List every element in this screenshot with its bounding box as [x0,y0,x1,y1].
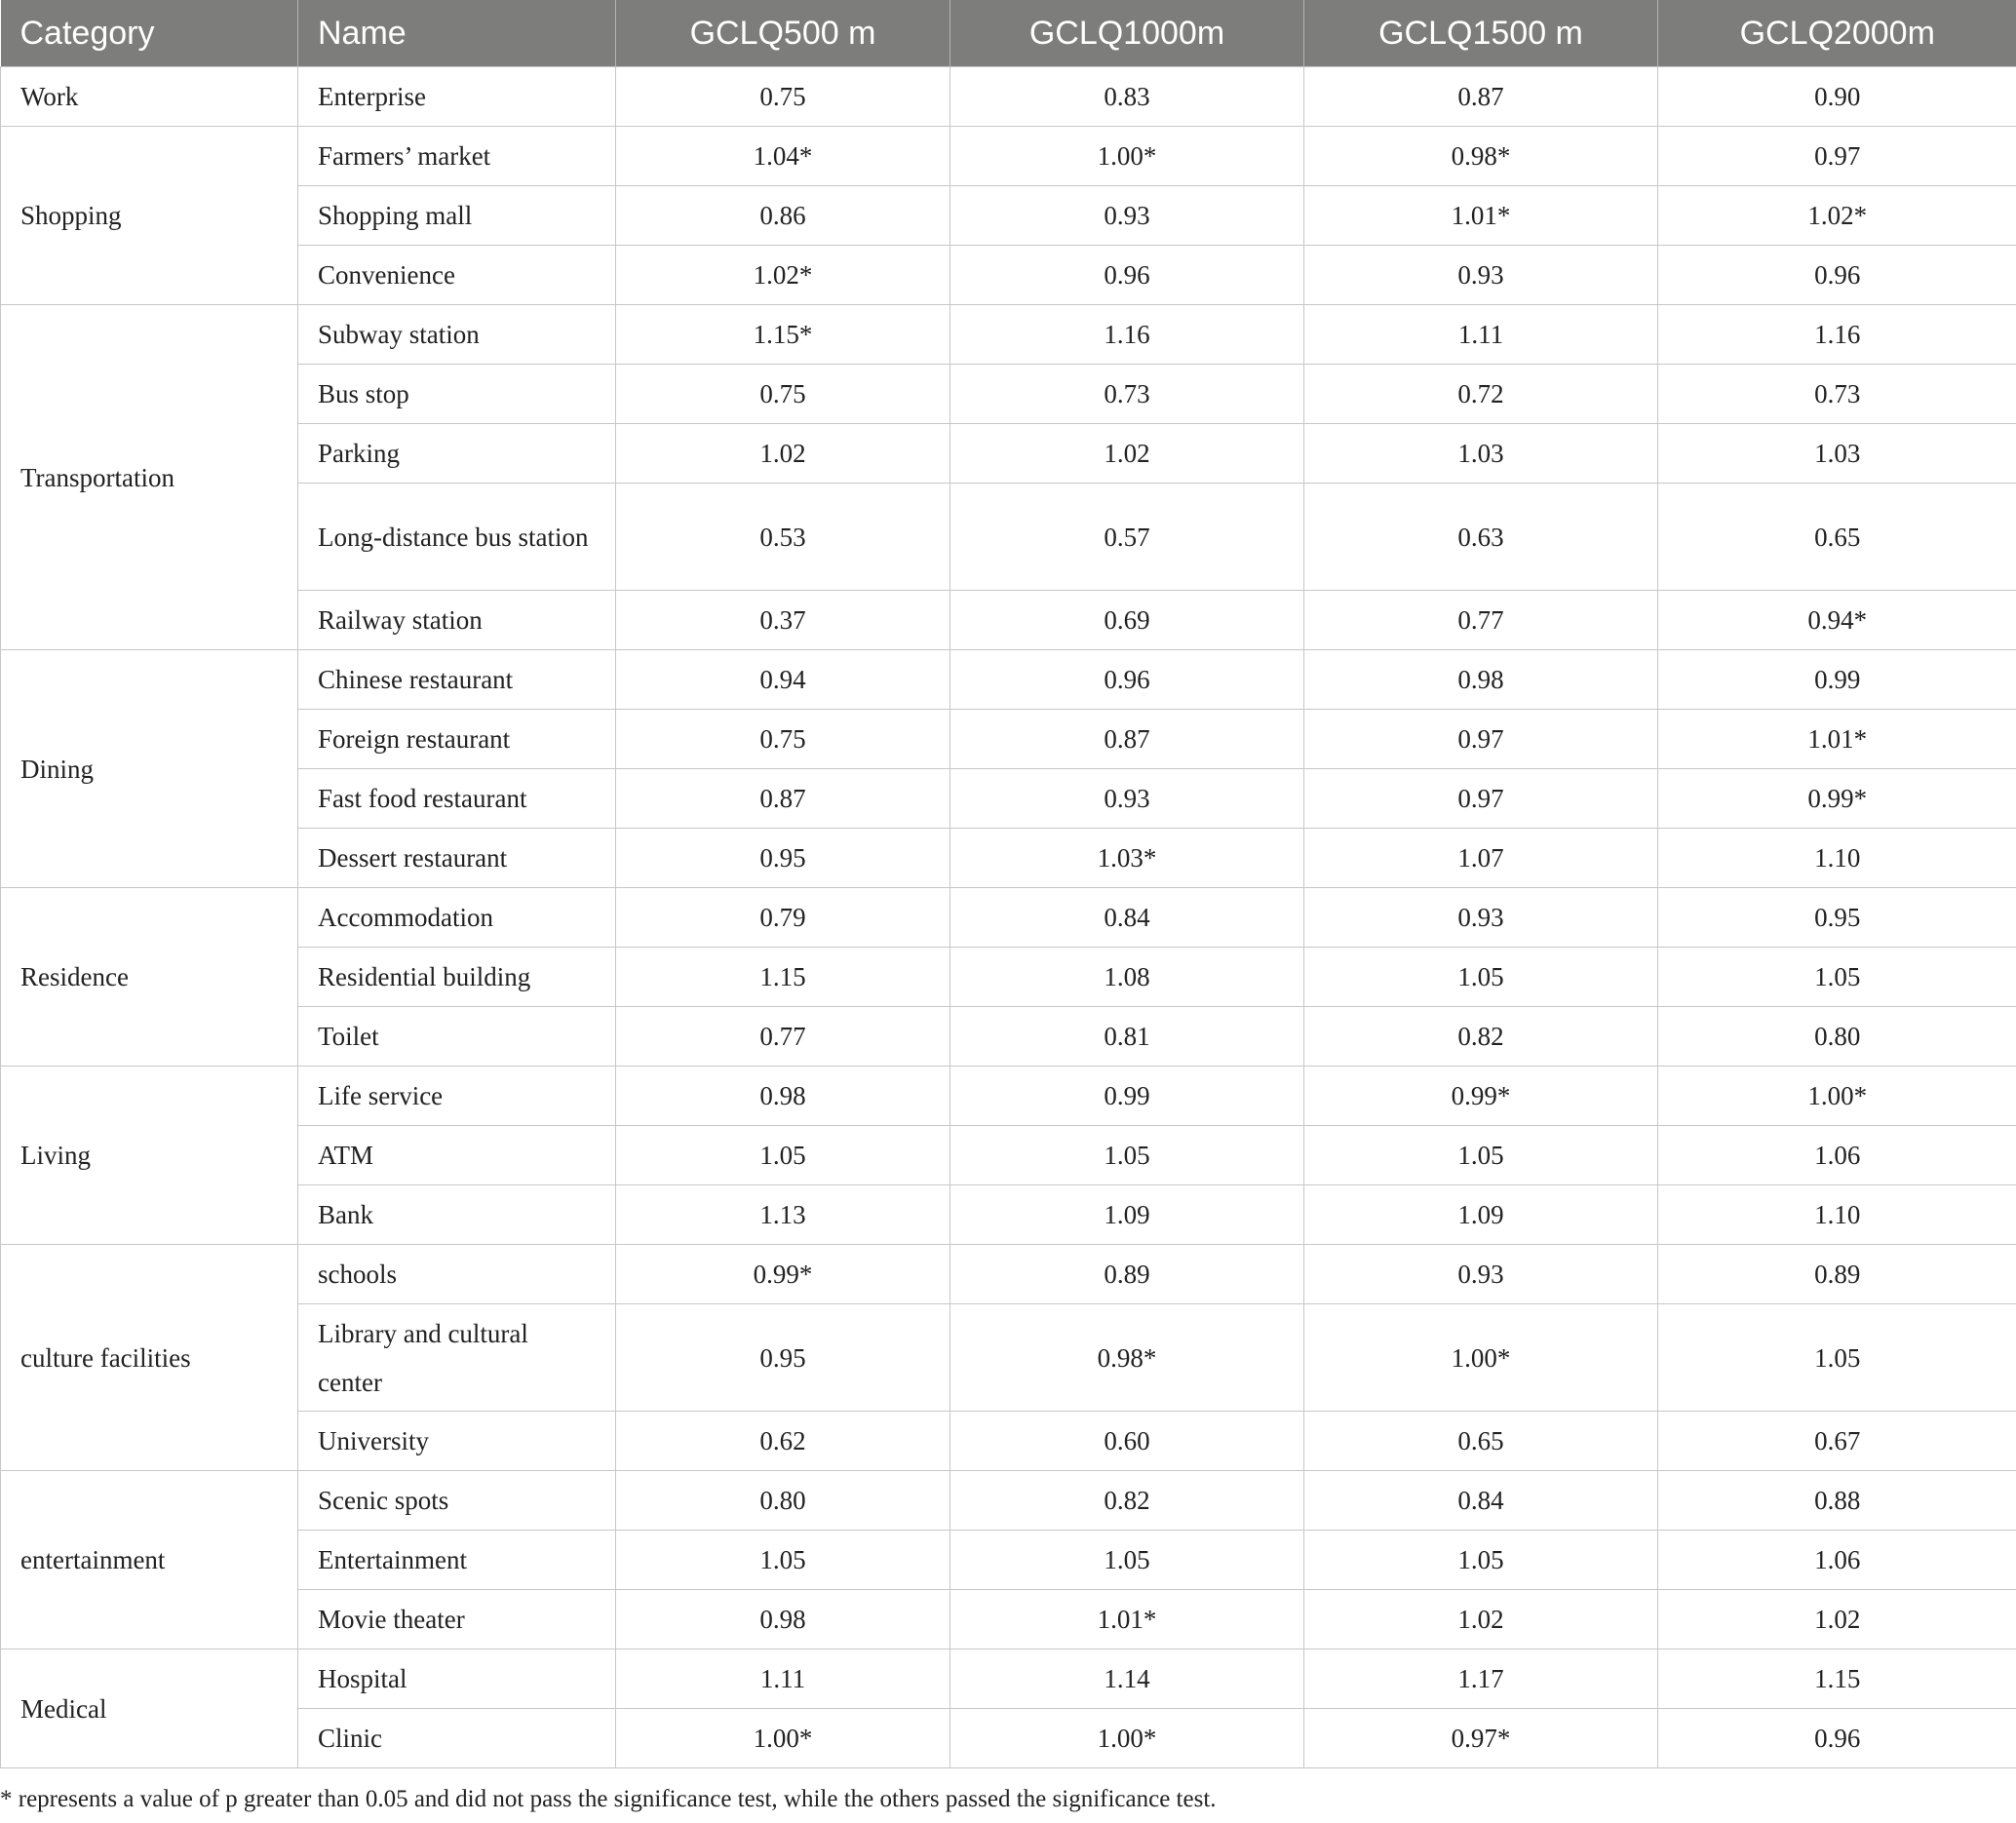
value-cell: 0.87 [950,710,1304,769]
value-cell: 1.05 [1658,1304,2016,1412]
value-cell: 1.08 [950,948,1304,1007]
name-cell: University [298,1412,616,1471]
value-cell: 1.11 [1304,305,1658,365]
name-cell: Bank [298,1185,616,1245]
value-cell: 0.82 [1304,1007,1658,1067]
value-cell: 0.65 [1304,1412,1658,1471]
value-cell: 0.94 [616,650,950,710]
value-cell: 1.03 [1304,424,1658,484]
value-cell: 0.69 [950,591,1304,650]
value-cell: 0.80 [1658,1007,2016,1067]
category-cell: Dining [1,650,298,888]
value-cell: 0.75 [616,67,950,127]
value-cell: 0.67 [1658,1412,2016,1471]
value-cell: 1.14 [950,1649,1304,1709]
value-cell: 0.97 [1304,710,1658,769]
category-cell: Transportation [1,305,298,650]
table-row [1,484,2016,591]
table-row [1,1067,2016,1126]
value-cell: 1.05 [1658,948,2016,1007]
value-cell: 0.99 [950,1067,1304,1126]
value-cell: 1.00* [950,1709,1304,1768]
name-cell: Bus stop [298,365,616,424]
name-cell: Foreign restaurant [298,710,616,769]
value-cell: 1.02* [616,246,950,305]
value-cell: 0.77 [1304,591,1658,650]
name-cell: Enterprise [298,67,616,127]
table-row [1,1471,2016,1531]
value-cell: 0.93 [950,186,1304,246]
name-cell: Farmers’ market [298,127,616,186]
value-cell: 0.84 [1304,1471,1658,1531]
value-cell: 0.93 [1304,1245,1658,1304]
table-row [1,1126,2016,1185]
value-cell: 0.98* [1304,127,1658,186]
table-row [1,246,2016,305]
name-cell: Movie theater [298,1590,616,1649]
name-cell: Long-distance bus station [298,484,616,591]
name-cell: Clinic [298,1709,616,1768]
value-cell: 0.96 [950,650,1304,710]
header-gclq1000: GCLQ1000m [950,0,1304,67]
value-cell: 1.07 [1304,829,1658,888]
value-cell: 1.01* [1658,710,2016,769]
name-cell: Toilet [298,1007,616,1067]
table-row [1,1304,2016,1412]
table-row [1,888,2016,948]
value-cell: 1.09 [950,1185,1304,1245]
value-cell: 1.03 [1658,424,2016,484]
table-row [1,769,2016,829]
table-row [1,710,2016,769]
table-row [1,591,2016,650]
table-row [1,127,2016,186]
table-row [1,186,2016,246]
name-cell: Accommodation [298,888,616,948]
table-row [1,365,2016,424]
value-cell: 0.57 [950,484,1304,591]
table-row [1,67,2016,127]
table-row [1,1007,2016,1067]
table-row [1,1245,2016,1304]
value-cell: 1.10 [1658,829,2016,888]
name-cell: Shopping mall [298,186,616,246]
value-cell: 1.02 [1304,1590,1658,1649]
value-cell: 0.75 [616,365,950,424]
value-cell: 1.11 [616,1649,950,1709]
value-cell: 0.97 [1304,769,1658,829]
value-cell: 0.98* [950,1304,1304,1412]
value-cell: 1.01* [950,1590,1304,1649]
value-cell: 0.99* [1658,769,2016,829]
table-row [1,424,2016,484]
value-cell: 1.05 [616,1126,950,1185]
value-cell: 0.93 [1304,888,1658,948]
value-cell: 0.75 [616,710,950,769]
name-cell: Dessert restaurant [298,829,616,888]
name-cell: Chinese restaurant [298,650,616,710]
name-cell: ATM [298,1126,616,1185]
table-row [1,829,2016,888]
value-cell: 0.77 [616,1007,950,1067]
value-cell: 0.63 [1304,484,1658,591]
table-row [1,1531,2016,1590]
value-cell: 0.97* [1304,1709,1658,1768]
name-cell: Life service [298,1067,616,1126]
value-cell: 0.83 [950,67,1304,127]
value-cell: 1.15 [1658,1649,2016,1709]
value-cell: 0.86 [616,186,950,246]
value-cell: 0.89 [1658,1245,2016,1304]
category-cell: entertainment [1,1471,298,1649]
value-cell: 1.00* [616,1709,950,1768]
value-cell: 0.82 [950,1471,1304,1531]
header-gclq1500: GCLQ1500 m [1304,0,1658,67]
value-cell: 0.81 [950,1007,1304,1067]
value-cell: 1.05 [950,1126,1304,1185]
table-body [1,67,2016,1768]
header-name: Name [298,0,616,67]
value-cell: 0.93 [950,769,1304,829]
name-cell: Hospital [298,1649,616,1709]
value-cell: 1.02 [616,424,950,484]
value-cell: 0.98 [616,1067,950,1126]
value-cell: 1.15 [616,948,950,1007]
value-cell: 0.62 [616,1412,950,1471]
value-cell: 0.88 [1658,1471,2016,1531]
value-cell: 1.16 [1658,305,2016,365]
category-cell: Medical [1,1649,298,1768]
value-cell: 1.13 [616,1185,950,1245]
value-cell: 0.87 [616,769,950,829]
name-cell: Convenience [298,246,616,305]
value-cell: 1.05 [1304,948,1658,1007]
value-cell: 0.98 [616,1590,950,1649]
value-cell: 1.03* [950,829,1304,888]
value-cell: 0.96 [950,246,1304,305]
value-cell: 1.02 [950,424,1304,484]
name-cell: Scenic spots [298,1471,616,1531]
value-cell: 0.73 [1658,365,2016,424]
value-cell: 0.80 [616,1471,950,1531]
value-cell: 0.90 [1658,67,2016,127]
category-cell: culture facilities [1,1245,298,1471]
name-cell: Entertainment [298,1531,616,1590]
value-cell: 1.06 [1658,1126,2016,1185]
name-cell: schools [298,1245,616,1304]
category-cell: Living [1,1067,298,1245]
value-cell: 1.02 [1658,1590,2016,1649]
value-cell: 0.60 [950,1412,1304,1471]
value-cell: 0.87 [1304,67,1658,127]
value-cell: 0.96 [1658,246,2016,305]
table-row [1,1649,2016,1709]
table-footnote: * represents a value of p greater than 0.05 and did not pass the significance test, while the others passed the significance test. [0,1786,1217,1812]
header-gclq2000: GCLQ2000m [1658,0,2016,67]
table-row [1,1412,2016,1471]
value-cell: 0.95 [616,1304,950,1412]
table-row [1,1590,2016,1649]
value-cell: 1.01* [1304,186,1658,246]
value-cell: 0.93 [1304,246,1658,305]
value-cell: 0.99* [616,1245,950,1304]
value-cell: 0.65 [1658,484,2016,591]
value-cell: 1.04* [616,127,950,186]
table-row [1,650,2016,710]
value-cell: 0.89 [950,1245,1304,1304]
table-row [1,948,2016,1007]
name-cell: Subway station [298,305,616,365]
category-cell: Residence [1,888,298,1067]
value-cell: 0.97 [1658,127,2016,186]
value-cell: 1.05 [1304,1531,1658,1590]
value-cell: 0.73 [950,365,1304,424]
name-cell: Parking [298,424,616,484]
value-cell: 1.05 [1304,1126,1658,1185]
header-category: Category [1,0,298,67]
value-cell: 0.84 [950,888,1304,948]
table-header [1,0,2016,67]
category-cell: Work [1,67,298,127]
value-cell: 0.96 [1658,1709,2016,1768]
name-cell: Residential building [298,948,616,1007]
table-row [1,1185,2016,1245]
value-cell: 1.05 [616,1531,950,1590]
value-cell: 0.99 [1658,650,2016,710]
value-cell: 0.99* [1304,1067,1658,1126]
name-cell: Railway station [298,591,616,650]
value-cell: 1.15* [616,305,950,365]
name-cell: Fast food restaurant [298,769,616,829]
table-row [1,305,2016,365]
value-cell: 1.00* [1304,1304,1658,1412]
value-cell: 1.05 [950,1531,1304,1590]
value-cell: 0.37 [616,591,950,650]
value-cell: 1.00* [950,127,1304,186]
header-row [1,0,2016,67]
value-cell: 1.10 [1658,1185,2016,1245]
value-cell: 0.95 [616,829,950,888]
value-cell: 0.95 [1658,888,2016,948]
value-cell: 1.06 [1658,1531,2016,1590]
value-cell: 0.79 [616,888,950,948]
name-cell: Library and cultural center [298,1304,616,1412]
value-cell: 0.53 [616,484,950,591]
table-row [1,1709,2016,1768]
value-cell: 1.16 [950,305,1304,365]
value-cell: 1.00* [1658,1067,2016,1126]
value-cell: 1.09 [1304,1185,1658,1245]
value-cell: 1.02* [1658,186,2016,246]
value-cell: 0.72 [1304,365,1658,424]
category-cell: Shopping [1,127,298,305]
value-cell: 0.94* [1658,591,2016,650]
header-gclq500: GCLQ500 m [616,0,950,67]
value-cell: 1.17 [1304,1649,1658,1709]
value-cell: 0.98 [1304,650,1658,710]
